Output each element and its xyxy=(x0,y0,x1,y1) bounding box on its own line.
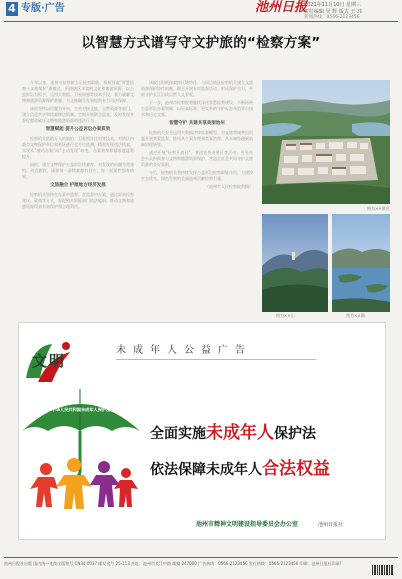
ad-kicker: 未成年人公益广告 xyxy=(116,345,252,356)
slogan-text: 保护法 xyxy=(274,426,316,442)
aerial-town-image xyxy=(262,80,390,204)
paragraph: 通过开展“检察开放日”、普法宣传进景区等活动，引导社会公众积极参与文物和旅游资源保护，营造全社会共同守护文旅资源的良好氛围。 xyxy=(141,150,253,167)
ad-slogan-line-1 xyxy=(150,423,316,444)
wenming-logo-text: 文明 xyxy=(32,352,67,370)
umbrella-children-icon xyxy=(16,385,146,513)
slogan-text: 全面实施 xyxy=(150,426,206,442)
paragraph: 同时，建立文物保护公益诉讼线索库，对发现的问题分类建档、动态跟踪，确保每一条线索都有回应、每一起案件都有结果。 xyxy=(22,162,134,179)
issue-meta: 责任编辑 吴 辉 版式 王 玮 xyxy=(304,9,362,15)
photo-caption: 图为××景区 xyxy=(367,206,390,211)
barcode-icon xyxy=(372,560,394,570)
photo-caption: 图为××湖 xyxy=(346,313,365,318)
slogan-text: 依法保障未成年人 xyxy=(150,462,262,478)
paper-logo: 池州日报 xyxy=(255,0,308,15)
paragraph: 今后，检察机关将持续发挥公益诉讼检察职能作用，为建设生态优先、绿色发展的美丽池州贡献检察力量。 xyxy=(141,170,253,181)
paragraph: 下一步，池州市检察院将继续深化智慧检察建设，不断拓展公益诉讼办案领域，以更高标准、更实举措守护好池州的青山绿水和历史文脉。 xyxy=(141,100,253,117)
slogan-highlight: 合法权益 xyxy=(262,459,330,479)
aerial-town-photo xyxy=(262,80,390,204)
wenming-logo xyxy=(22,338,82,386)
paragraph: 检察机关借助无人机航拍、卫星图片比对等技术，对辖区内重点文物保护单位和景区进行全方位监测，精准发现违法线索，实现从“被动办案”向“主动发现”转变，办案效率和精准度显著提升。 xyxy=(22,136,134,159)
mountain-photo xyxy=(262,214,328,312)
subheading: 智慧守护 共建共享美丽池州 xyxy=(169,121,225,126)
article-headline: 以智慧方式谱写守文护旅的“检察方案” xyxy=(81,35,321,51)
subheading: 文旅融合 护航地方经济发展 xyxy=(50,183,106,188)
page-number: 4 xyxy=(6,2,18,16)
paragraph: 今年以来，池州市检察院立足检察职能，积极探索“智慧检察＋文旅保护”新模式，围绕辖区丰富的文化和旅游资源，以公益诉讼为抓手，运用大数据、卫星遥感等技术手段，着力破解文物和旅游资源保护难题，为文旅融合发展提供有力司法保障。 xyxy=(22,80,134,103)
mountain-image xyxy=(262,214,328,312)
masthead-divider xyxy=(4,21,398,22)
footer-divider xyxy=(4,557,398,558)
byline: （池州市人民检察院供稿） xyxy=(205,184,253,189)
masthead xyxy=(0,0,402,22)
paragraph: 检察机关充分运用大数据法律监督模型，对文旅领域突出问题开展类案监督，推动从个案办理到类案治理、从末端处理到前端治理转变。 xyxy=(141,130,253,147)
lake-image xyxy=(332,214,390,312)
umbrella-illustration xyxy=(16,385,146,513)
ad-co-sponsor: 池州日报社 xyxy=(318,522,344,528)
ad-sponsor: 池州市精神文明建设指导委员会办公室 xyxy=(196,521,299,528)
paragraph: 该院坚持以问题为导向，主动对接文旅、自然资源等部门，建立信息共享和线索移送机制，定期开展联合巡查，及时发现并督促整改破坏文物和旅游资源的违法行为。 xyxy=(22,106,134,123)
article-column-2 xyxy=(141,80,253,328)
paragraph: 检察机关坚持在办案中监督、在监督中办案，通过诉前检察建议、磋商等方式，督促相关职能部门依法履职，推动文物和旅游资源得到有效保护和合理利用。 xyxy=(22,192,134,209)
lake-photo xyxy=(332,214,390,312)
slogan-highlight: 未成年人 xyxy=(206,423,274,443)
subheading: 智慧赋能 提升公益诉讼办案质效 xyxy=(45,127,111,132)
section-label: 专版·广告 xyxy=(21,3,65,14)
photo-caption: 图为××山 xyxy=(276,313,295,318)
issue-date: 2021年11月10日 星期三 xyxy=(304,2,362,8)
editor-line: 新闻热线：0566-2123456 xyxy=(304,15,360,20)
article-column-1 xyxy=(22,80,134,328)
umbrella-caption: “中华人民共和国未成年人保护法” xyxy=(48,407,114,412)
ad-kicker-rule xyxy=(116,359,316,360)
footer-imprint: 池州日报社出版 国内统一连续出版物号 CN34-0037 邮发代号 25-113 社址：池州市长江中路 邮编 247000 广告热线：0566-2123456 发行热线：0566-2123456 印刷：池州日报社印刷厂 xyxy=(4,561,344,566)
ad-slogan-line-2 xyxy=(150,459,330,480)
paragraph: 该院还积极探索跨区域协作，与周边地区检察机关建立文旅资源保护协作机制，联合开展专项监督活动，形成保护合力，共同守护长江沿线自然人文景观。 xyxy=(141,80,253,97)
